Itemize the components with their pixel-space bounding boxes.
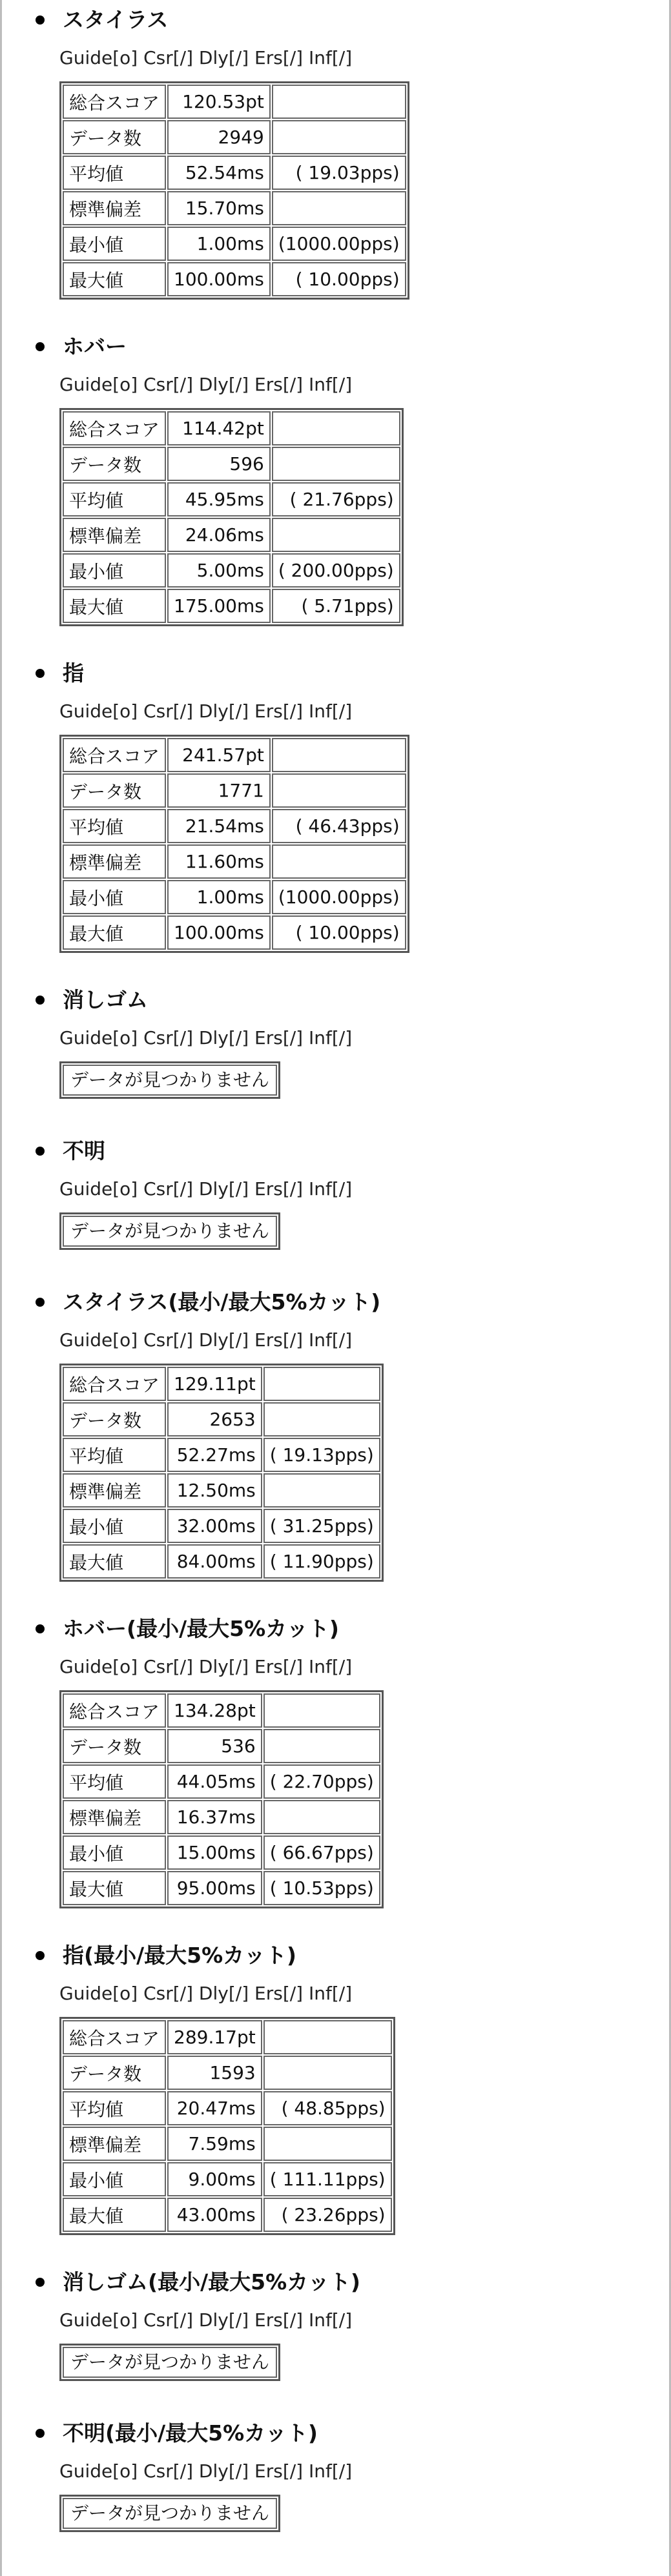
score-table xyxy=(59,408,404,626)
no-data-box xyxy=(59,1061,280,1099)
section-heading xyxy=(36,1136,105,1166)
row-label: データ数 xyxy=(63,773,166,808)
table-row xyxy=(63,191,406,225)
row-rate xyxy=(272,85,406,119)
row-value: 596 xyxy=(167,447,271,481)
row-rate xyxy=(272,773,406,808)
row-rate: ( 21.76pps) xyxy=(272,482,400,516)
section-title: 不明(最小/最大5%カット) xyxy=(63,2420,318,2446)
row-rate xyxy=(272,447,400,481)
table-row xyxy=(63,1729,380,1763)
row-value: 129.11pt xyxy=(167,1367,262,1401)
table-row xyxy=(63,482,400,516)
no-data-text: データが見つかりません xyxy=(63,1216,277,1247)
bullet-icon xyxy=(36,2429,45,2438)
row-rate xyxy=(272,120,406,154)
table-row xyxy=(63,809,406,843)
table-row xyxy=(63,85,406,119)
table-row xyxy=(63,411,400,445)
row-label: データ数 xyxy=(63,2056,166,2090)
table-row xyxy=(63,120,406,154)
score-table xyxy=(59,1690,384,1908)
section-heading xyxy=(36,5,168,35)
row-label: 最小値 xyxy=(63,880,166,914)
row-value: 1.00ms xyxy=(167,880,271,914)
row-label: 標準偏差 xyxy=(63,1473,166,1508)
row-rate xyxy=(263,1729,380,1763)
section-heading xyxy=(36,1287,380,1317)
table-row xyxy=(63,915,406,950)
row-rate xyxy=(263,1473,380,1508)
page-frame-left xyxy=(0,0,2,2576)
row-rate: ( 23.26pps) xyxy=(263,2198,392,2232)
row-rate: ( 111.11pps) xyxy=(263,2162,392,2196)
guide-status: Guide[o] Csr[/] Dly[/] Ers[/] Inf[/] xyxy=(59,1178,353,1200)
row-value: 43.00ms xyxy=(167,2198,262,2232)
table-row xyxy=(63,589,400,623)
row-label: 最大値 xyxy=(63,915,166,950)
table-row xyxy=(63,1764,380,1799)
guide-status: Guide[o] Csr[/] Dly[/] Ers[/] Inf[/] xyxy=(59,47,353,68)
row-rate: ( 46.43pps) xyxy=(272,809,406,843)
table-row xyxy=(63,2056,392,2090)
row-label: 総合スコア xyxy=(63,2020,166,2054)
table-row xyxy=(63,1835,380,1870)
row-value: 32.00ms xyxy=(167,1509,262,1543)
row-label: 最大値 xyxy=(63,1544,166,1579)
bullet-icon xyxy=(36,1624,45,1633)
row-label: 平均値 xyxy=(63,1764,166,1799)
row-rate xyxy=(272,738,406,772)
row-label: 最大値 xyxy=(63,1871,166,1905)
row-label: 総合スコア xyxy=(63,411,166,445)
row-rate xyxy=(263,2056,392,2090)
row-label: 最大値 xyxy=(63,262,166,296)
table-row xyxy=(63,1367,380,1401)
row-label: データ数 xyxy=(63,1402,166,1436)
row-rate xyxy=(263,2020,392,2054)
table-row xyxy=(63,773,406,808)
row-label: データ数 xyxy=(63,447,166,481)
row-value: 11.60ms xyxy=(167,844,271,879)
row-rate: (1000.00pps) xyxy=(272,880,406,914)
bullet-icon xyxy=(36,1951,45,1960)
row-label: 最小値 xyxy=(63,553,166,588)
no-data-text: データが見つかりません xyxy=(63,2498,277,2529)
row-value: 536 xyxy=(167,1729,262,1763)
row-value: 1771 xyxy=(167,773,271,808)
row-rate xyxy=(272,844,406,879)
row-label: 平均値 xyxy=(63,482,166,516)
row-label: 標準偏差 xyxy=(63,518,166,552)
row-label: 標準偏差 xyxy=(63,1800,166,1834)
row-rate: ( 19.03pps) xyxy=(272,156,406,190)
table-row xyxy=(63,1693,380,1728)
row-value: 24.06ms xyxy=(167,518,271,552)
section-title: ホバー xyxy=(63,334,127,359)
row-label: 最大値 xyxy=(63,2198,166,2232)
row-rate xyxy=(263,2127,392,2161)
row-value: 12.50ms xyxy=(167,1473,262,1508)
row-rate xyxy=(272,191,406,225)
row-label: 標準偏差 xyxy=(63,2127,166,2161)
section-heading xyxy=(36,985,148,1015)
bullet-icon xyxy=(36,1147,45,1156)
row-value: 134.28pt xyxy=(167,1693,262,1728)
row-rate xyxy=(263,1693,380,1728)
table-row xyxy=(63,1438,380,1472)
row-label: 最小値 xyxy=(63,2162,166,2196)
row-rate xyxy=(263,1402,380,1436)
row-label: 平均値 xyxy=(63,156,166,190)
table-row xyxy=(63,880,406,914)
table-row xyxy=(63,1871,380,1905)
row-value: 21.54ms xyxy=(167,809,271,843)
row-value: 120.53pt xyxy=(167,85,271,119)
row-value: 2653 xyxy=(167,1402,262,1436)
row-label: 標準偏差 xyxy=(63,844,166,879)
section-heading xyxy=(36,2267,360,2297)
bullet-icon xyxy=(36,1298,45,1307)
no-data-box xyxy=(59,2344,280,2381)
row-label: 総合スコア xyxy=(63,738,166,772)
row-rate: ( 19.13pps) xyxy=(263,1438,380,1472)
table-row xyxy=(63,738,406,772)
row-value: 52.27ms xyxy=(167,1438,262,1472)
section-title: 指 xyxy=(63,660,84,686)
row-label: 標準偏差 xyxy=(63,191,166,225)
row-value: 100.00ms xyxy=(167,262,271,296)
row-value: 241.57pt xyxy=(167,738,271,772)
row-rate: ( 10.00pps) xyxy=(272,262,406,296)
table-row xyxy=(63,844,406,879)
row-value: 114.42pt xyxy=(167,411,271,445)
row-value: 45.95ms xyxy=(167,482,271,516)
section-title: スタイラス xyxy=(63,7,169,32)
bullet-icon xyxy=(36,669,45,678)
table-row xyxy=(63,447,400,481)
row-rate: ( 48.85pps) xyxy=(263,2091,392,2125)
row-value: 44.05ms xyxy=(167,1764,262,1799)
row-value: 2949 xyxy=(167,120,271,154)
row-rate xyxy=(263,1800,380,1834)
bullet-icon xyxy=(36,996,45,1005)
row-value: 95.00ms xyxy=(167,1871,262,1905)
row-rate: ( 10.53pps) xyxy=(263,1871,380,1905)
guide-status: Guide[o] Csr[/] Dly[/] Ers[/] Inf[/] xyxy=(59,2309,353,2331)
score-table xyxy=(59,1364,384,1582)
guide-status: Guide[o] Csr[/] Dly[/] Ers[/] Inf[/] xyxy=(59,1027,353,1048)
row-label: 最大値 xyxy=(63,589,166,623)
row-value: 5.00ms xyxy=(167,553,271,588)
row-rate: ( 66.67pps) xyxy=(263,1835,380,1870)
no-data-box xyxy=(59,2495,280,2532)
row-label: 平均値 xyxy=(63,1438,166,1472)
row-rate: (1000.00pps) xyxy=(272,227,406,261)
row-rate: ( 11.90pps) xyxy=(263,1544,380,1579)
table-row xyxy=(63,2198,392,2232)
row-value: 15.00ms xyxy=(167,1835,262,1870)
guide-status: Guide[o] Csr[/] Dly[/] Ers[/] Inf[/] xyxy=(59,1329,353,1351)
guide-status: Guide[o] Csr[/] Dly[/] Ers[/] Inf[/] xyxy=(59,2460,353,2482)
row-label: 最小値 xyxy=(63,1835,166,1870)
score-table xyxy=(59,2017,395,2235)
row-value: 16.37ms xyxy=(167,1800,262,1834)
row-value: 1.00ms xyxy=(167,227,271,261)
guide-status: Guide[o] Csr[/] Dly[/] Ers[/] Inf[/] xyxy=(59,374,353,395)
bullet-icon xyxy=(36,15,45,25)
table-row xyxy=(63,2020,392,2054)
row-rate: ( 22.70pps) xyxy=(263,1764,380,1799)
section-title: スタイラス(最小/最大5%カット) xyxy=(63,1289,381,1314)
row-rate: ( 10.00pps) xyxy=(272,915,406,950)
table-row xyxy=(63,2091,392,2125)
row-label: 総合スコア xyxy=(63,1367,166,1401)
section-heading xyxy=(36,659,84,688)
no-data-text: データが見つかりません xyxy=(63,1065,277,1096)
no-data-box xyxy=(59,1212,280,1250)
row-value: 52.54ms xyxy=(167,156,271,190)
table-row xyxy=(63,1544,380,1579)
table-row xyxy=(63,1509,380,1543)
row-value: 15.70ms xyxy=(167,191,271,225)
score-table xyxy=(59,735,409,953)
table-row xyxy=(63,2162,392,2196)
row-label: 総合スコア xyxy=(63,1693,166,1728)
section-title: ホバー(最小/最大5%カット) xyxy=(63,1616,339,1641)
guide-status: Guide[o] Csr[/] Dly[/] Ers[/] Inf[/] xyxy=(59,1983,353,2004)
row-value: 100.00ms xyxy=(167,915,271,950)
bullet-icon xyxy=(36,342,45,351)
bullet-icon xyxy=(36,2278,45,2287)
table-row xyxy=(63,518,400,552)
row-value: 1593 xyxy=(167,2056,262,2090)
section-heading xyxy=(36,332,127,362)
row-label: データ数 xyxy=(63,120,166,154)
row-label: 最小値 xyxy=(63,1509,166,1543)
section-heading xyxy=(36,1614,339,1644)
section-title: 消しゴム(最小/最大5%カット) xyxy=(63,2269,360,2295)
section-title: 不明 xyxy=(63,1138,105,1163)
row-value: 7.59ms xyxy=(167,2127,262,2161)
row-value: 20.47ms xyxy=(167,2091,262,2125)
row-label: 最小値 xyxy=(63,227,166,261)
row-rate xyxy=(272,518,400,552)
score-table xyxy=(59,81,409,300)
table-row xyxy=(63,1800,380,1834)
row-rate: ( 5.71pps) xyxy=(272,589,400,623)
section-heading xyxy=(36,1941,296,1970)
table-row xyxy=(63,156,406,190)
row-label: 平均値 xyxy=(63,2091,166,2125)
section-title: 指(最小/最大5%カット) xyxy=(63,1943,296,1968)
section-heading xyxy=(36,2418,318,2448)
row-value: 175.00ms xyxy=(167,589,271,623)
table-row xyxy=(63,553,400,588)
guide-status: Guide[o] Csr[/] Dly[/] Ers[/] Inf[/] xyxy=(59,700,353,722)
row-label: データ数 xyxy=(63,1729,166,1763)
table-row xyxy=(63,1402,380,1436)
row-rate: ( 31.25pps) xyxy=(263,1509,380,1543)
row-label: 総合スコア xyxy=(63,85,166,119)
table-row xyxy=(63,262,406,296)
row-value: 84.00ms xyxy=(167,1544,262,1579)
row-value: 9.00ms xyxy=(167,2162,262,2196)
table-row xyxy=(63,2127,392,2161)
row-rate xyxy=(272,411,400,445)
row-rate xyxy=(263,1367,380,1401)
no-data-text: データが見つかりません xyxy=(63,2347,277,2378)
table-row xyxy=(63,1473,380,1508)
table-row xyxy=(63,227,406,261)
row-value: 289.17pt xyxy=(167,2020,262,2054)
row-label: 平均値 xyxy=(63,809,166,843)
guide-status: Guide[o] Csr[/] Dly[/] Ers[/] Inf[/] xyxy=(59,1656,353,1677)
section-title: 消しゴム xyxy=(63,987,148,1012)
row-rate: ( 200.00pps) xyxy=(272,553,400,588)
